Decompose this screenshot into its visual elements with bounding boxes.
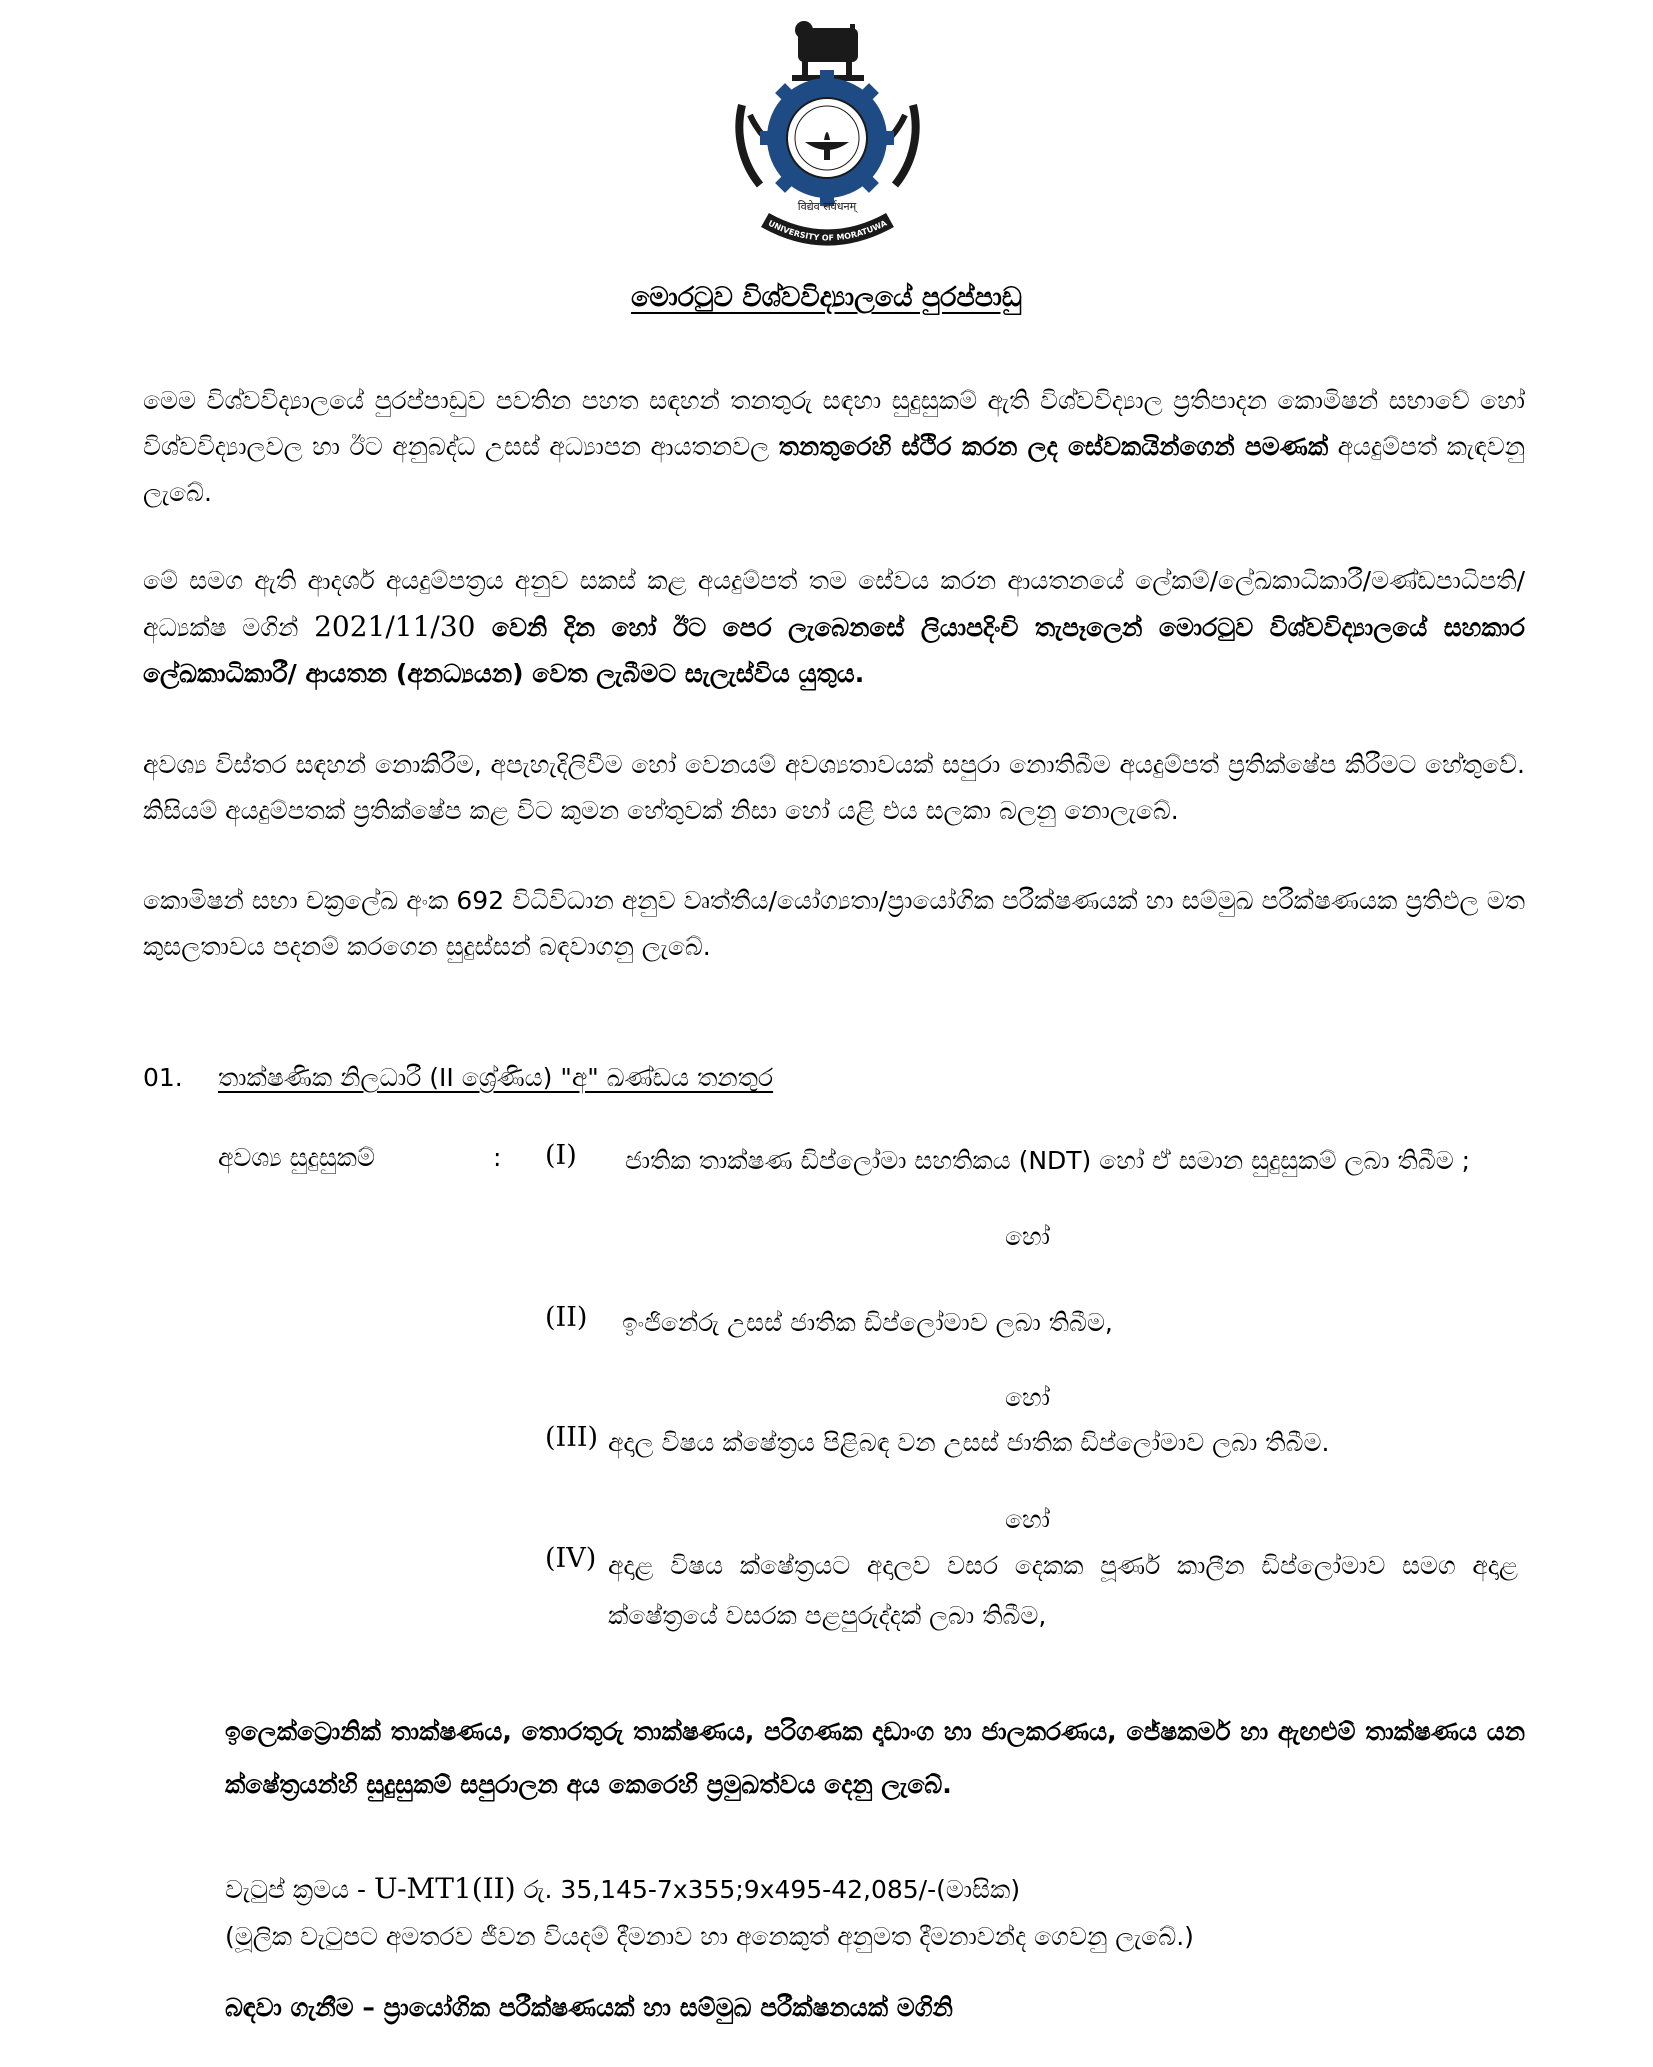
submission-paragraph: මේ සමග ඇති ආදර්ශ අයදුම්පත්‍රය අනුව සකස් කළ අයදුම්පත් තම සේවය කරන ආයතනයේ ලේකම්/ලේඛකාධිකාරී/මණ්ඩපාධිපති/අධ්‍යක්ෂ මගින් 2021/11/30 වෙනි දින හෝ ඊට පෙර ලැබෙනසේ ලියාපදිංචි තැපෑලෙන් මොරටුව විශ්වවිද්‍යාලයේ සහකාර ලේඛකාධිකාරී/ ආයතන (අනධ්‍යයන) වෙත ලැබීමට සැලැස්විය යුතුය. bbox=[143, 566, 1525, 688]
item-numeral: (III) bbox=[545, 1422, 599, 1453]
section-number: 01. bbox=[143, 1063, 183, 1092]
intro-paragraph: මෙම විශ්වවිද්‍යාලයේ පුරප්පාඩුව පවතින පහත සඳහන් තනතුරු සඳහා සුදුසුකම් ඇති විශ්වවිද්‍යාල ප්‍රතිපාදන කොමිෂන් සභාවේ හෝ විශ්වවිද්‍යාලවල හා ඊට අනුබද්ධ උසස් අධ්‍යාපන ආයතනවල තනතුරෙහි ස්ථිර කරන ලද සේවකයින්ගෙන් පමණක් අයදුම්පත් කැඳවනු ලැබේ. bbox=[143, 386, 1525, 507]
qualification-item: ජාතික තාක්ෂණ ඩිප්ලෝමා සහතිකය (NDT) හෝ ඒ සමාන සුදුසුකම් ලබා තිබීම ; bbox=[625, 1146, 1471, 1175]
or-word: හෝ bbox=[1005, 1505, 1050, 1534]
item-numeral: (I) bbox=[545, 1140, 577, 1171]
or-word: හෝ bbox=[1005, 1222, 1050, 1251]
page-title: මොරටුව විශ්වවිද්‍යාලයේ පුරප්පාඩු bbox=[631, 282, 1022, 313]
salary-code: U-MT1(II) bbox=[373, 1872, 516, 1905]
salary-scale: වැටුප් ක්‍රමය - U-MT1(II) රු. 35,145-7x355;9x495-42,085/-(මාසික) bbox=[225, 1872, 1021, 1905]
recruitment-method: බඳවා ගැනීම – ප්‍රායෝගික පරීක්ෂණයක් හා සම්මුඛ පරීක්ෂනයක් මගිනි bbox=[225, 1993, 953, 2022]
rejection-paragraph: අවශ්‍ය විස්තර සඳහන් නොකිරීම, අපැහැදිලිවීම හෝ වෙනයම් අවශ්‍යතාවයක් සපුරා නොතිබීම අයදුම්පත් ප්‍රතික්ෂේප කිරීමට හේතුවේ. කිසියම් අයදුම්පතක් ප්‍රතික්ෂේප කළ විට කුමන හේතුවක් නිසා හෝ යළි එය සලකා බලනු නොලැබේ. bbox=[143, 750, 1525, 825]
allowance-note: (මූලික වැටුපට අමතරව ජීවන වියදම් දීමනාව හා අනෙකුත් අනුමත දීමනාවන්ද ගෙවනු ලැබේ.) bbox=[225, 1922, 1194, 1951]
item-numeral: (II) bbox=[545, 1302, 588, 1333]
requirements-colon: : bbox=[493, 1143, 502, 1172]
section-title: තාක්ෂණික නිලධාරී (II ශ්‍රේණිය) "අ" ඛණ්ඩය තනතුර bbox=[218, 1063, 774, 1092]
requirements-label: අවශ්‍ය සුදුසුකම් bbox=[218, 1143, 375, 1172]
crest-name: UNIVERSITY OF MORATUWA bbox=[766, 218, 889, 243]
qualification-item: ඉංජිනේරු උසස් ජාතික ඩිප්ලෝමාව ලබා තිබීම, bbox=[622, 1308, 1113, 1337]
university-crest-logo bbox=[720, 20, 935, 255]
item-numeral: (IV) bbox=[545, 1543, 597, 1574]
crest-motto: विद्येव सर्वधनम् bbox=[797, 200, 857, 213]
selection-paragraph: කොමිෂන් සභා චක්‍රලේඛ අංක 692 විධිවිධාන අනුව වෘත්තීය/යෝග්‍යතා/ප්‍රායෝගික පරීක්ෂණයක් හා සම්මුඛ පරීක්ෂණයක ප්‍රතිඵල මත කුසලතාවය පදනම් කරගෙන සුදුස්සන් බඳවාගනු ලැබේ. bbox=[143, 886, 1525, 961]
qualification-item: අදාළ විෂය ක්ෂේත්‍රයට අදාලව වසර දෙකක පූර්ණ කාලීන ඩිප්ලෝමාව සමග අදාළ ක්ෂේත්‍රයේ වසරක පළපුරුද්දක් ලබා තිබීම, bbox=[608, 1551, 1518, 1630]
closing-date: 2021/11/30 bbox=[314, 610, 476, 643]
qualification-item: අදාල විෂය ක්ෂේත්‍රය පිළිබඳ වන උසස් ජාතික ඩිප්ලෝමාව ලබා තිබීම. bbox=[608, 1428, 1330, 1457]
or-word: හෝ bbox=[1005, 1383, 1050, 1412]
priority-note: ඉලෙක්ට්‍රොනික් තාක්ෂණය, තොරතුරු තාක්ෂණය, පරිගණක දෘඩාංග හා ජාලකරණය, ජේෂකර්ම හා ඇඟළුම් තාක්ෂණය යන ක්ෂේත්‍රයන්හි සුදුසුකම් සපුරාලන අය කෙරෙහි ප්‍රමුඛත්වය දෙනු ලැබේ. bbox=[225, 1717, 1525, 1799]
